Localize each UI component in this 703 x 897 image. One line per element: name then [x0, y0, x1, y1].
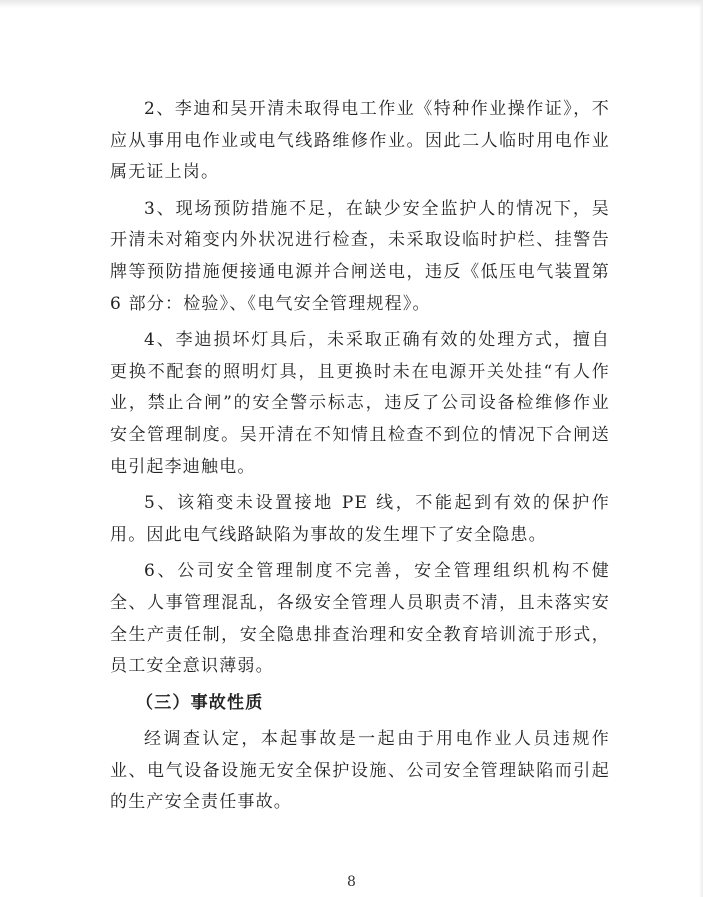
page-number: 8	[347, 874, 356, 890]
paragraph-cause-5: 5、该箱变未设置接地 PE 线，不能起到有效的保护作用。因此电气线路缺陷为事故的发生埋下了安全隐患。	[110, 493, 610, 545]
section-heading-accident-nature: （三）事故性质	[136, 692, 264, 713]
paragraph-cause-4: 4、李迪损坏灯具后，未采取正确有效的处理方式，擅自更换不配套的照明灯具，且更换时未在电源开关处挂“有人作业，禁止合闸”的安全警示标志，违反了公司设备检维修作业安全管理制度。吴开清在不知情且检查不到位的情况下合闸送电引起李迪触电。	[110, 330, 610, 477]
paragraph-cause-2: 2、李迪和吴开清未取得电工作业《特种作业操作证》，不应从事用电作业或电气线路维修作业。因此二人临时用电作业属无证上岗。	[110, 99, 610, 183]
paragraph-cause-3: 3、现场预防措施不足，在缺少安全监护人的情况下，吴开清未对箱变内外状况进行检查，未采取设临时护栏、挂警告牌等预防措施便接通电源并合闸送电，违反《低压电气装置第 6 部分：检验》、《电气安全管理规程》。	[110, 198, 610, 314]
paragraph-cause-6: 6、公司安全管理制度不完善，安全管理组织机构不健全、人事管理混乱，各级安全管理人员职责不清，且未落实安全生产责任制，安全隐患排查治理和安全教育培训流于形式，员工安全意识薄弱。	[110, 561, 610, 677]
document-body	[110, 94, 610, 824]
scan-top-edge	[0, 0, 703, 8]
scan-right-edge	[699, 0, 703, 897]
paragraph-conclusion: 经调查认定，本起事故是一起由于用电作业人员违规作业、电气设备设施无安全保护设施、公司安全管理缺陷而引起的生产安全责任事故。	[110, 729, 610, 813]
